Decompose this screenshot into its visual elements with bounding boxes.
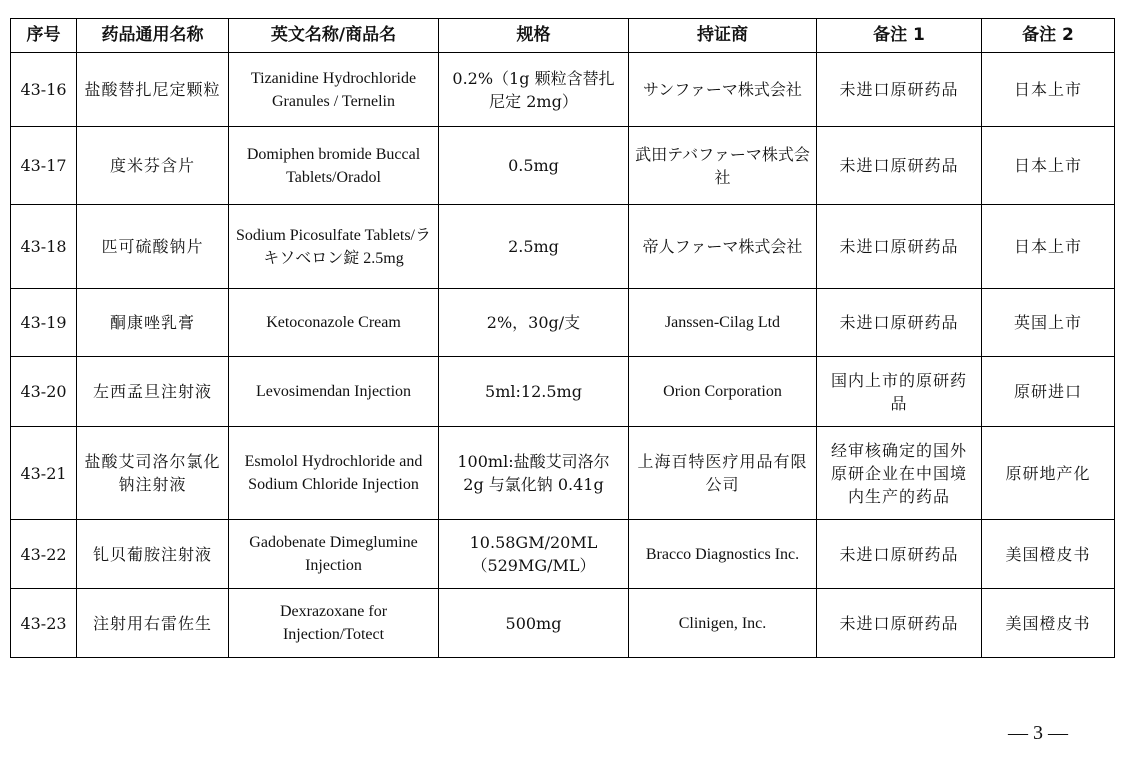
- cell-no: 43-18: [11, 205, 77, 289]
- cell-spec: 10.58GM/20ML（529MG/ML）: [439, 520, 629, 589]
- header-name: 药品通用名称: [77, 19, 229, 53]
- cell-name: 匹可硫酸钠片: [77, 205, 229, 289]
- cell-note2: 美国橙皮书: [982, 589, 1115, 658]
- cell-holder: 武田テバファーマ株式会社: [629, 127, 817, 205]
- cell-holder: 上海百特医疗用品有限公司: [629, 427, 817, 520]
- cell-note1: 经审核确定的国外原研企业在中国境内生产的药品: [817, 427, 982, 520]
- cell-english: Esmolol Hydrochloride and Sodium Chloride Injection: [229, 427, 439, 520]
- cell-note2: 美国橙皮书: [982, 520, 1115, 589]
- cell-name: 钆贝葡胺注射液: [77, 520, 229, 589]
- cell-name: 盐酸艾司洛尔氯化钠注射液: [77, 427, 229, 520]
- header-no: 序号: [11, 19, 77, 53]
- cell-note2: 原研进口: [982, 357, 1115, 427]
- table-row: [11, 205, 1115, 289]
- cell-note2: 日本上市: [982, 205, 1115, 289]
- header-holder: 持证商: [629, 19, 817, 53]
- header-spec: 规格: [439, 19, 629, 53]
- cell-holder: 帝人ファーマ株式会社: [629, 205, 817, 289]
- cell-spec: 100ml:盐酸艾司洛尔 2g 与氯化钠 0.41g: [439, 427, 629, 520]
- cell-english: Levosimendan Injection: [229, 357, 439, 427]
- cell-english: Sodium Picosulfate Tablets/ラキソベロン錠 2.5mg: [229, 205, 439, 289]
- cell-note2: 英国上市: [982, 289, 1115, 357]
- table-row: [11, 357, 1115, 427]
- cell-name: 左西孟旦注射液: [77, 357, 229, 427]
- cell-name: 酮康唑乳膏: [77, 289, 229, 357]
- header-note2: 备注 2: [982, 19, 1115, 53]
- cell-note1: 未进口原研药品: [817, 53, 982, 127]
- page-number: — 3 —: [1008, 722, 1068, 744]
- cell-spec: 0.5mg: [439, 127, 629, 205]
- cell-english: Gadobenate Dimeglumine Injection: [229, 520, 439, 589]
- cell-name: 盐酸替扎尼定颗粒: [77, 53, 229, 127]
- table-row: [11, 427, 1115, 520]
- cell-no: 43-22: [11, 520, 77, 589]
- cell-note1: 未进口原研药品: [817, 520, 982, 589]
- cell-spec: 0.2%（1g 颗粒含替扎尼定 2mg）: [439, 53, 629, 127]
- table-row: [11, 127, 1115, 205]
- cell-no: 43-20: [11, 357, 77, 427]
- cell-spec: 5ml:12.5mg: [439, 357, 629, 427]
- cell-spec: 2%，30g/支: [439, 289, 629, 357]
- cell-english: Tizanidine Hydrochloride Granules / Ternelin: [229, 53, 439, 127]
- cell-note2: 日本上市: [982, 127, 1115, 205]
- cell-no: 43-16: [11, 53, 77, 127]
- cell-no: 43-21: [11, 427, 77, 520]
- cell-note2: 日本上市: [982, 53, 1115, 127]
- cell-note1: 未进口原研药品: [817, 127, 982, 205]
- cell-no: 43-19: [11, 289, 77, 357]
- table-row: [11, 520, 1115, 589]
- cell-name: 注射用右雷佐生: [77, 589, 229, 658]
- table-row: [11, 53, 1115, 127]
- header-note1: 备注 1: [817, 19, 982, 53]
- cell-note1: 国内上市的原研药品: [817, 357, 982, 427]
- cell-name: 度米芬含片: [77, 127, 229, 205]
- cell-english: Domiphen bromide Buccal Tablets/Oradol: [229, 127, 439, 205]
- cell-holder: Janssen-Cilag Ltd: [629, 289, 817, 357]
- table-row: [11, 589, 1115, 658]
- table-row: [11, 289, 1115, 357]
- cell-holder: Clinigen, Inc.: [629, 589, 817, 658]
- cell-note1: 未进口原研药品: [817, 589, 982, 658]
- cell-holder: Orion Corporation: [629, 357, 817, 427]
- cell-spec: 500mg: [439, 589, 629, 658]
- cell-holder: Bracco Diagnostics Inc.: [629, 520, 817, 589]
- cell-note1: 未进口原研药品: [817, 289, 982, 357]
- cell-holder: サンファーマ株式会社: [629, 53, 817, 127]
- cell-note1: 未进口原研药品: [817, 205, 982, 289]
- cell-no: 43-17: [11, 127, 77, 205]
- cell-no: 43-23: [11, 589, 77, 658]
- table-header-row: [11, 19, 1115, 53]
- cell-english: Ketoconazole Cream: [229, 289, 439, 357]
- drug-table: [10, 18, 1115, 658]
- cell-note2: 原研地产化: [982, 427, 1115, 520]
- header-english: 英文名称/商品名: [229, 19, 439, 53]
- cell-spec: 2.5mg: [439, 205, 629, 289]
- cell-english: Dexrazoxane for Injection/Totect: [229, 589, 439, 658]
